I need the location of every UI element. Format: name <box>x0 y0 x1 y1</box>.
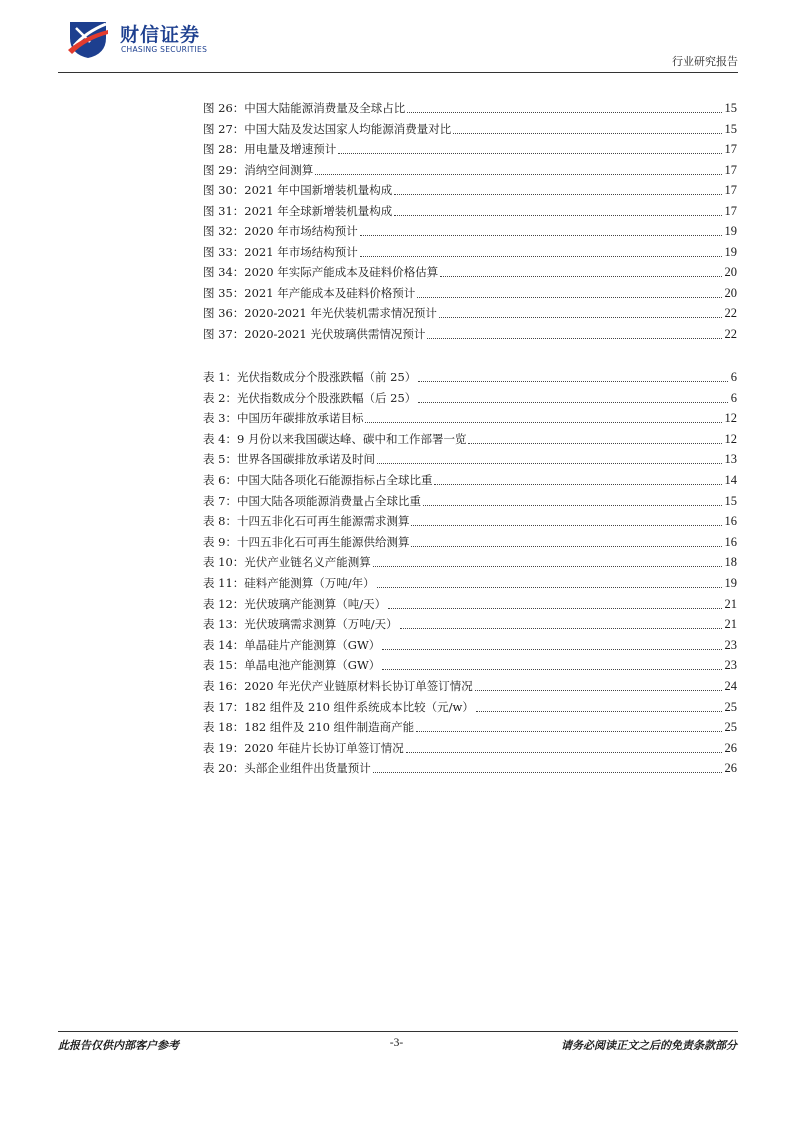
toc-entry-label: 表 8：十四五非化石可再生能源需求测算 <box>203 514 410 529</box>
footer-divider <box>58 1031 738 1032</box>
header-divider <box>58 72 738 73</box>
dot-leader <box>427 337 721 339</box>
toc-entry-table[interactable] <box>203 530 737 550</box>
toc-entry-label: 图 32：2020 年市场结构预计 <box>203 224 358 238</box>
toc-entry-page: 20 <box>724 265 737 279</box>
dot-leader <box>468 442 721 444</box>
toc-entry-page: 23 <box>724 658 737 673</box>
dot-leader <box>388 607 721 609</box>
toc-entry-page: 15 <box>724 121 737 136</box>
toc-entry-page: 15 <box>724 493 737 508</box>
toc-entry-table[interactable] <box>203 633 737 653</box>
dot-leader <box>394 193 721 195</box>
toc-entry-label: 表 12：光伏玻璃产能测算（吨/天） <box>203 596 387 611</box>
page-number: -3- <box>389 1037 404 1049</box>
toc-entry-figure[interactable] <box>203 117 737 137</box>
toc-entry-table[interactable] <box>203 386 737 406</box>
toc-entry-page: 15 <box>724 101 737 115</box>
toc-entry-table[interactable] <box>203 653 737 673</box>
toc-entry-page: 19 <box>724 576 737 590</box>
toc-entry-label: 表 1：光伏指数成分个股涨跌幅（前 25） <box>203 370 417 384</box>
toc-entry-figure[interactable] <box>203 240 737 260</box>
toc-entry-figure[interactable] <box>203 199 737 219</box>
dot-leader <box>400 627 722 629</box>
toc-entry-page: 17 <box>724 203 737 218</box>
toc-entry-table[interactable] <box>203 509 737 529</box>
toc-entry-table[interactable] <box>203 447 737 467</box>
dot-leader <box>417 296 721 298</box>
toc-entry-page: 21 <box>724 617 737 632</box>
toc-entry-label: 图 35：2021 年产能成本及硅料价格预计 <box>203 285 416 300</box>
dot-leader <box>453 132 721 134</box>
toc-entry-label: 表 13：光伏玻璃需求测算（万吨/天） <box>203 617 398 632</box>
dot-leader <box>315 173 721 175</box>
dot-leader <box>382 668 721 670</box>
dot-leader <box>418 401 727 403</box>
dot-leader <box>338 152 721 154</box>
dot-leader <box>407 111 721 113</box>
dot-leader <box>377 462 722 464</box>
brand-name-cn: 财信证券 <box>120 24 201 46</box>
toc-entry-label: 表 15：单晶电池产能测算（GW） <box>203 658 381 673</box>
toc-entry-label: 表 10：光伏产业链名义产能测算 <box>203 555 371 570</box>
footer-disclaimer-left: 此报告仅供内部客户参考 <box>58 1039 179 1052</box>
footer-disclaimer-right: 请务必阅读正文之后的免责条款部分 <box>561 1039 737 1052</box>
toc-entry-page: 19 <box>724 244 737 259</box>
toc-entry-label: 图 29：消纳空间测算 <box>203 162 314 177</box>
toc-entry-figure[interactable] <box>203 178 737 198</box>
toc-entry-figure[interactable] <box>203 281 737 301</box>
toc-entry-label: 图 27：中国大陆及发达国家人均能源消费量对比 <box>203 121 452 136</box>
toc-entry-page: 20 <box>724 285 737 300</box>
page-header <box>58 14 738 74</box>
dot-leader <box>382 648 721 650</box>
toc-entry-label: 表 20：头部企业组件出货量预计 <box>203 761 371 776</box>
toc-entry-figure[interactable] <box>203 96 737 116</box>
dot-leader <box>423 504 722 506</box>
toc-entry-label: 表 14：单晶硅片产能测算（GW） <box>203 637 381 652</box>
toc-entry-label: 表 7：中国大陆各项能源消费量占全球比重 <box>203 493 421 508</box>
toc-entry-page: 22 <box>724 326 737 341</box>
toc-entry-table[interactable] <box>203 489 737 509</box>
toc-entry-table[interactable] <box>203 736 737 756</box>
toc-entry-label: 表 11：硅料产能测算（万吨/年） <box>203 576 375 590</box>
toc-entry-label: 表 19：2020 年硅片长协订单签订情况 <box>203 740 404 755</box>
dot-leader <box>406 751 722 753</box>
toc-entry-page: 16 <box>724 514 737 529</box>
dot-leader <box>360 234 722 236</box>
toc-entry-page: 24 <box>724 679 737 693</box>
toc-entry-label: 表 17：182 组件及 210 组件系统成本比较（元/w） <box>203 699 474 714</box>
toc-entry-figure[interactable] <box>203 322 737 342</box>
report-type: 行业研究报告 <box>672 55 738 68</box>
toc-entry-label: 表 18：182 组件及 210 组件制造商产能 <box>203 720 415 735</box>
toc-entry-label: 图 26：中国大陆能源消费量及全球占比 <box>203 101 406 115</box>
dot-leader <box>360 255 722 257</box>
toc-entry-label: 表 4：9 月份以来我国碳达峰、碳中和工作部署一览 <box>203 431 467 446</box>
dot-leader <box>373 565 722 567</box>
toc-entry-label: 表 3：中国历年碳排放承诺目标 <box>203 411 364 426</box>
toc-entry-label: 表 16：2020 年光伏产业链原材料长协订单签订情况 <box>203 679 473 693</box>
toc-entry-label: 图 36：2020-2021 年光伏装机需求情况预计 <box>203 306 437 320</box>
toc-entry-table[interactable] <box>203 571 737 591</box>
toc-entry-figure[interactable] <box>203 158 737 178</box>
toc-entry-page: 23 <box>724 637 737 652</box>
toc-entry-page: 18 <box>724 555 737 570</box>
toc-entry-page: 21 <box>724 596 737 611</box>
toc-entry-page: 6 <box>730 370 737 384</box>
toc-entry-page: 17 <box>724 183 737 197</box>
toc-entry-page: 19 <box>724 224 737 238</box>
toc-entry-label: 表 6：中国大陆各项化石能源指标占全球比重 <box>203 473 433 487</box>
dot-leader <box>440 275 721 277</box>
toc-entry-label: 表 9：十四五非化石可再生能源供给测算 <box>203 534 410 549</box>
toc-entry-label: 表 2：光伏指数成分个股涨跌幅（后 25） <box>203 390 417 405</box>
dot-leader <box>416 730 721 732</box>
toc-entry-label: 图 37：2020-2021 光伏玻璃供需情况预计 <box>203 326 426 341</box>
toc-entry-page: 13 <box>724 452 737 467</box>
dot-leader <box>475 689 722 691</box>
toc-entry-page: 14 <box>724 473 737 487</box>
toc-entry-page: 25 <box>724 720 737 735</box>
toc-entry-label: 图 31：2021 年全球新增装机量构成 <box>203 203 393 218</box>
toc-entry-figure[interactable] <box>203 301 737 321</box>
toc-entry-label: 图 28：用电量及增速预计 <box>203 142 337 156</box>
toc-entry-table[interactable] <box>203 365 737 385</box>
toc-entry-label: 图 30：2021 年中国新增装机量构成 <box>203 183 393 197</box>
brand-name-en: CHASING SECURITIES <box>121 45 208 54</box>
dot-leader <box>411 524 721 526</box>
toc-entry-table[interactable] <box>203 427 737 447</box>
toc-entry-page: 17 <box>724 142 737 156</box>
toc-entry-page: 25 <box>724 699 737 714</box>
toc-entry-table[interactable] <box>203 550 737 570</box>
toc-entry-page: 26 <box>724 761 737 776</box>
dot-leader <box>439 316 722 318</box>
toc-entry-page: 6 <box>730 390 737 405</box>
toc-entry-page: 16 <box>724 534 737 549</box>
dot-leader <box>434 483 721 485</box>
toc-entry-table[interactable] <box>203 468 737 488</box>
toc-entry-page: 12 <box>724 431 737 446</box>
toc-entry-table[interactable] <box>203 674 737 694</box>
toc-entry-page: 26 <box>724 740 737 755</box>
toc-entry-table[interactable] <box>203 695 737 715</box>
toc-entry-table[interactable] <box>203 612 737 632</box>
toc-entry-table[interactable] <box>203 756 737 776</box>
toc-entry-label: 表 5：世界各国碳排放承诺及时间 <box>203 452 375 467</box>
toc-entry-page: 12 <box>724 411 737 426</box>
dot-leader <box>418 380 727 382</box>
company-logo <box>66 16 256 60</box>
dot-leader <box>411 545 721 547</box>
toc-entry-figure[interactable] <box>203 260 737 280</box>
toc-entry-table[interactable] <box>203 406 737 426</box>
toc-entry-page: 22 <box>724 306 737 320</box>
toc-entry-table[interactable] <box>203 715 737 735</box>
dot-leader <box>365 421 721 423</box>
dot-leader <box>476 710 722 712</box>
toc-entry-label: 图 33：2021 年市场结构预计 <box>203 244 358 259</box>
dot-leader <box>377 586 722 588</box>
toc-entry-page: 17 <box>724 162 737 177</box>
logo-icon <box>66 16 110 60</box>
dot-leader <box>373 771 722 773</box>
dot-leader <box>394 214 721 216</box>
toc-entry-table[interactable] <box>203 592 737 612</box>
toc-entry-figure[interactable] <box>203 219 737 239</box>
toc-entry-figure[interactable] <box>203 137 737 157</box>
toc-entry-label: 图 34：2020 年实际产能成本及硅料价格估算 <box>203 265 439 279</box>
